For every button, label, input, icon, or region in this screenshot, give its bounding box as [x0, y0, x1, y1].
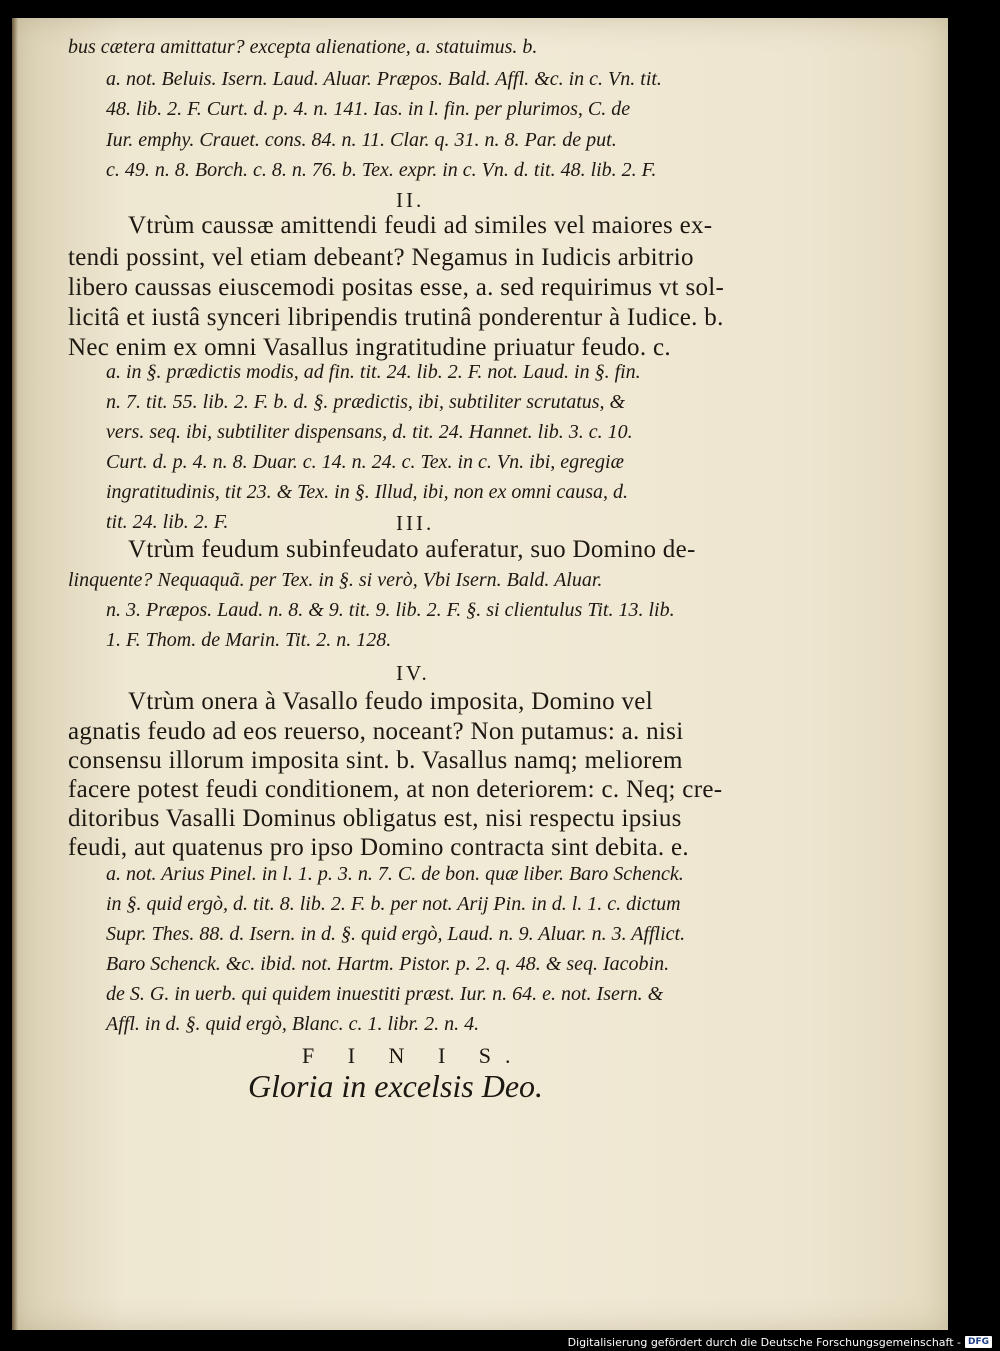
text-line: a. not. Arius Pinel. in l. 1. p. 3. n. 7. C. de bon. quæ liber. Baro Schenck.: [106, 863, 684, 885]
text-line: in §. quid ergò, d. tit. 8. lib. 2. F. b. per not. Arij Pin. in d. l. 1. c. dictum: [106, 893, 681, 915]
text-line: de S. G. in uerb. qui quidem inuestiti præst. Iur. n. 64. e. not. Isern. &: [106, 983, 664, 1005]
text-line: Supr. Thes. 88. d. Isern. in d. §. quid ergò, Laud. n. 9. Aluar. n. 3. Afflict.: [106, 923, 686, 945]
credit-text: Digitalisierung gefördert durch die Deutsche Forschungsgemeinschaft -: [567, 1335, 961, 1349]
text-line: licitâ et iustâ synceri libripendis trutinâ ponderentur à Iudice. b.: [68, 304, 724, 331]
text-line: ingratitudinis, tit 23. & Tex. in §. Illud, ibi, non ex omni causa, d.: [106, 481, 629, 503]
text-line: tendi possint, vel etiam debeant? Negamus in Iudicis arbitrio: [68, 244, 694, 271]
closing-line: Gloria in excelsis Deo.: [248, 1068, 544, 1104]
section-heading: III.: [396, 511, 435, 535]
text-line: Vtrùm onera à Vasallo feudo imposita, Domino vel: [128, 688, 653, 715]
text-line: Curt. d. p. 4. n. 8. Duar. c. 14. n. 24. c. Tex. in c. Vn. ibi, egregiæ: [106, 451, 624, 473]
text-line: Nec enim ex omni Vasallus ingratitudine priuatur feudo. c.: [68, 334, 671, 361]
text-line: n. 7. tit. 55. lib. 2. F. b. d. §. prædictis, ibi, subtiliter scrutatus, &: [106, 391, 626, 413]
text-line: Baro Schenck. &c. ibid. not. Hartm. Pistor. p. 2. q. 48. & seq. Iacobin.: [106, 953, 670, 975]
page-spine-shadow: [12, 18, 18, 1330]
text-line: Vtrùm feudum subinfeudato auferatur, suo Domino de-: [128, 536, 696, 563]
text-line: linquente? Nequaquã. per Tex. in §. si verò, Vbi Isern. Bald. Aluar.: [68, 569, 603, 591]
text-line: c. 49. n. 8. Borch. c. 8. n. 76. b. Tex. expr. in c. Vn. d. tit. 48. lib. 2. F.: [106, 159, 657, 181]
text-line: 48. lib. 2. F. Curt. d. p. 4. n. 141. Ias. in l. fin. per plurimos, C. de: [106, 98, 631, 120]
text-line: n. 3. Præpos. Laud. n. 8. & 9. tit. 9. lib. 2. F. §. si clientulus Tit. 13. lib.: [106, 599, 675, 621]
text-line: bus cætera amittatur? excepta alienatione, a. statuimus. b.: [68, 36, 538, 58]
section-heading: II.: [396, 188, 425, 212]
section-heading: IV.: [396, 661, 430, 685]
text-line: Iur. emphy. Crauet. cons. 84. n. 11. Clar. q. 31. n. 8. Par. de put.: [106, 129, 617, 151]
text-line: consensu illorum imposita sint. b. Vasallus namq; meliorem: [68, 747, 683, 774]
text-line: Vtrùm caussæ amittendi feudi ad similes vel maiores ex-: [128, 212, 713, 239]
digitization-credit: [568, 1334, 992, 1350]
finis-line: F I N I S.: [302, 1043, 525, 1068]
text-line: libero caussas eiuscemodi positas esse, a. sed requirimus vt sol-: [68, 274, 725, 301]
book-page: [12, 18, 948, 1330]
text-line: agnatis feudo ad eos reuerso, noceant? Non putamus: a. nisi: [68, 718, 684, 745]
text-line: tit. 24. lib. 2. F.: [106, 511, 229, 533]
text-line: a. not. Beluis. Isern. Laud. Aluar. Præpos. Bald. Affl. &c. in c. Vn. tit.: [106, 68, 662, 90]
dfg-logo: DFG: [965, 1336, 992, 1348]
text-line: 1. F. Thom. de Marin. Tit. 2. n. 128.: [106, 629, 392, 651]
text-line: vers. seq. ibi, subtiliter dispensans, d. tit. 24. Hannet. lib. 3. c. 10.: [106, 421, 633, 443]
text-line: ditoribus Vasalli Dominus obligatus est, nisi respectu ipsius: [68, 805, 682, 832]
text-line: facere potest feudi conditionem, at non deteriorem: c. Neq; cre-: [68, 776, 723, 803]
text-line: a. in §. prædictis modis, ad fin. tit. 24. lib. 2. F. not. Laud. in §. fin.: [106, 361, 641, 383]
text-line: Affl. in d. §. quid ergò, Blanc. c. 1. libr. 2. n. 4.: [106, 1013, 480, 1035]
text-line: feudi, aut quatenus pro ipso Domino contracta sint debita. e.: [68, 834, 689, 861]
